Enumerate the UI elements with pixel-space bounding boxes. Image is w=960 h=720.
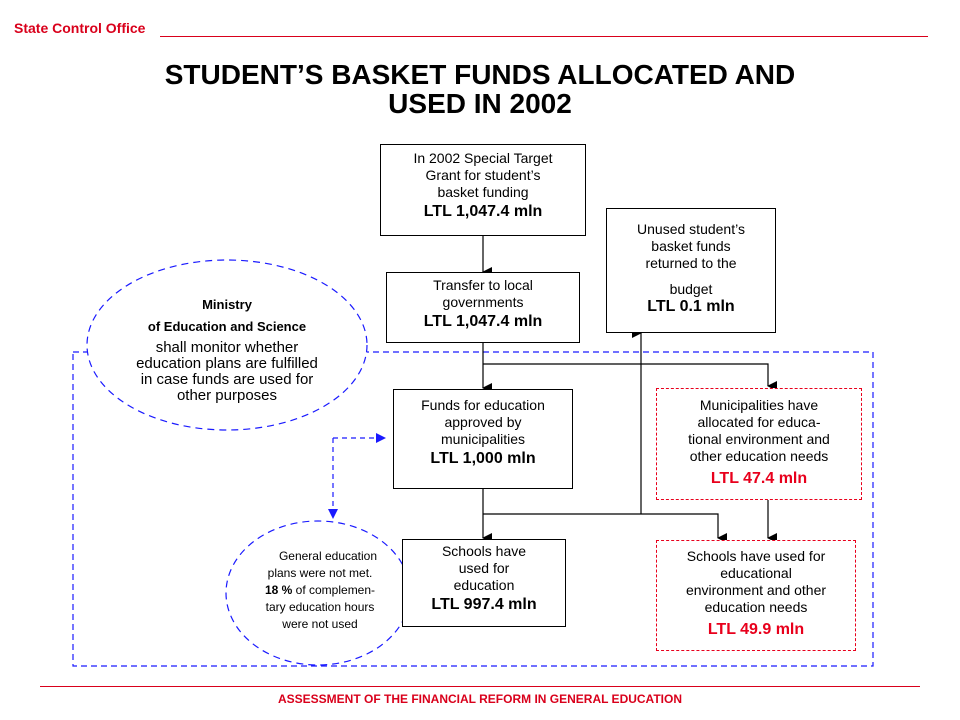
municipal-text-2: allocated for educa- [697, 414, 821, 430]
general-note [238, 548, 402, 633]
unused-box [606, 208, 776, 333]
transfer-box [386, 272, 580, 343]
approved-box [393, 389, 573, 489]
ministry-body-3: in case funds are used for [140, 371, 314, 388]
ministry-body-4: other purposes [176, 387, 278, 404]
unused-text-3: returned to the [645, 255, 737, 271]
schools-education-text-3: education [453, 577, 515, 593]
ministry-body-2: education plans are fulfilled [136, 355, 318, 372]
ministry-line-1: Ministry [202, 297, 252, 312]
approved-amount: LTL 1,000 mln [430, 450, 536, 467]
unused-text-1: Unused student’s [637, 221, 745, 237]
general-percent: 18 % [264, 583, 293, 597]
schools-environment-text-4: education needs [704, 599, 808, 615]
general-line-4: tary education hours [265, 600, 375, 614]
ministry-line-2: of Education and Science [147, 319, 307, 334]
footer-text: ASSESSMENT OF THE FINANCIAL REFORM IN GENERAL EDUCATION [277, 692, 682, 706]
title-line-2: USED IN 2002 [388, 88, 572, 119]
schools-education-text-2: used for [458, 560, 510, 576]
schools-environment-text-2: educational [720, 565, 792, 581]
ministry-body-1: shall monitor whether [155, 339, 299, 356]
grant-box [380, 144, 586, 236]
schools-environment-box [656, 540, 856, 651]
general-line-2: plans were not met. [267, 566, 373, 580]
municipal-text-4: other education needs [689, 448, 829, 464]
approved-text-3: municipalities [440, 431, 526, 447]
schools-environment-text-3: environment and other [685, 582, 827, 598]
general-line-3 [238, 582, 402, 599]
general-line-1: General education [278, 549, 378, 563]
schools-education-text-1: Schools have [441, 543, 527, 559]
general-line-5: were not used [282, 617, 358, 631]
grant-text-3: basket funding [437, 184, 529, 200]
grant-text-1: In 2002 Special Target [413, 150, 553, 166]
title-line-1: STUDENT’S BASKET FUNDS ALLOCATED AND [164, 59, 796, 90]
transfer-text-1: Transfer to local [433, 277, 533, 293]
approved-text-1: Funds for education [421, 397, 545, 413]
schools-environment-text-1: Schools have used for [686, 548, 826, 564]
unused-text-2: basket funds [651, 238, 731, 254]
unused-text-4: budget [669, 281, 713, 297]
municipal-box [656, 388, 862, 500]
general-line-3-rest: of complemen- [292, 583, 376, 597]
municipal-text-3: tional environment and [688, 431, 830, 447]
approved-text-2: approved by [444, 414, 522, 430]
schools-education-box [402, 539, 566, 627]
header-org: State Control Office [14, 20, 146, 36]
transfer-amount: LTL 1,047.4 mln [423, 313, 543, 330]
arrow-ministry-down-head [328, 509, 338, 519]
grant-amount: LTL 1,047.4 mln [423, 203, 543, 220]
municipal-text-1: Municipalities have [699, 397, 819, 413]
arrow-to-municipal [483, 364, 768, 386]
ministry-note [100, 296, 354, 404]
footer-rule [40, 686, 920, 687]
unused-amount: LTL 0.1 mln [647, 298, 735, 315]
arrow-to-schools-env [483, 514, 718, 538]
transfer-text-2: governments [442, 294, 524, 310]
schools-education-amount: LTL 997.4 mln [431, 596, 537, 613]
schools-environment-amount: LTL 49.9 mln [707, 621, 805, 638]
municipal-amount: LTL 47.4 mln [710, 470, 808, 487]
grant-text-2: Grant for student’s [425, 167, 541, 183]
